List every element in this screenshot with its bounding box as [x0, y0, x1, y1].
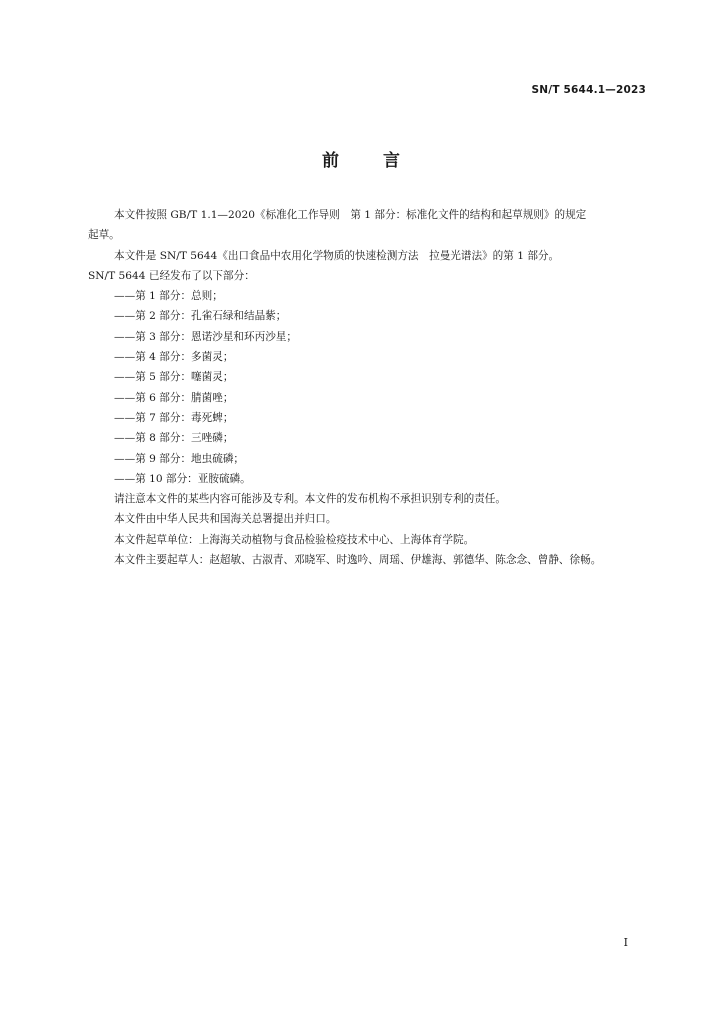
list-item-part: ——第 8 部分：三唑磷； — [114, 432, 234, 445]
list-item-part: ——第 4 部分：多菌灵； — [114, 351, 234, 364]
list-item-part: ——第 10 部分：亚胺硫磷。 — [114, 472, 251, 485]
list-item-part: ——第 9 部分：地虫硫磷； — [114, 452, 245, 465]
paragraph-drafting-units: 本文件起草单位：上海海关动植物与食品检验检疫技术中心、上海体育学院。 — [114, 533, 475, 546]
paragraph-series-line2: SN/T 5644 已经发布了以下部分： — [88, 269, 255, 282]
paragraph-standard-basis-line1: 本文件按照 GB/T 1.1—2020《标准化工作导则 第 1 部分：标准化文件的结构和起草规则》的规定 — [114, 209, 587, 221]
paragraph-patent-notice: 请注意本文件的某些内容可能涉及专利。本文件的发布机构不承担识别专利的责任。 — [114, 493, 506, 506]
paragraph-series-line1: 本文件是 SN/T 5644《出口食品中农用化学物质的快速检测方法 拉曼光谱法》的第 1 部分。 — [114, 249, 560, 262]
page-number: I — [623, 936, 628, 949]
title-char-2: 言 — [383, 151, 402, 171]
paragraph-drafters: 本文件主要起草人：赵超敏、古淑青、邓晓军、时逸吟、周瑶、伊雄海、郭德华、陈念念、曾静、徐畅。 — [114, 554, 602, 567]
document-code: SN/T 5644.1—2023 — [531, 84, 646, 96]
list-item-part: ——第 6 部分：腈菌唑； — [114, 391, 234, 404]
paragraph-standard-basis-line2: 起草。 — [88, 229, 120, 242]
paragraph-proposer: 本文件由中华人民共和国海关总署提出并归口。 — [114, 513, 337, 526]
list-item-part: ——第 7 部分：毒死蜱； — [114, 411, 234, 424]
document-body — [88, 205, 648, 570]
list-item-part: ——第 2 部分：孔雀石绿和结晶紫； — [114, 310, 287, 323]
list-item-part: ——第 3 部分：恩诺沙星和环丙沙星； — [114, 330, 297, 343]
list-item-part: ——第 1 部分：总则； — [114, 290, 223, 303]
title-char-1: 前 — [322, 151, 341, 171]
list-item-part: ——第 5 部分：噻菌灵； — [114, 371, 234, 384]
page-title — [0, 146, 724, 171]
